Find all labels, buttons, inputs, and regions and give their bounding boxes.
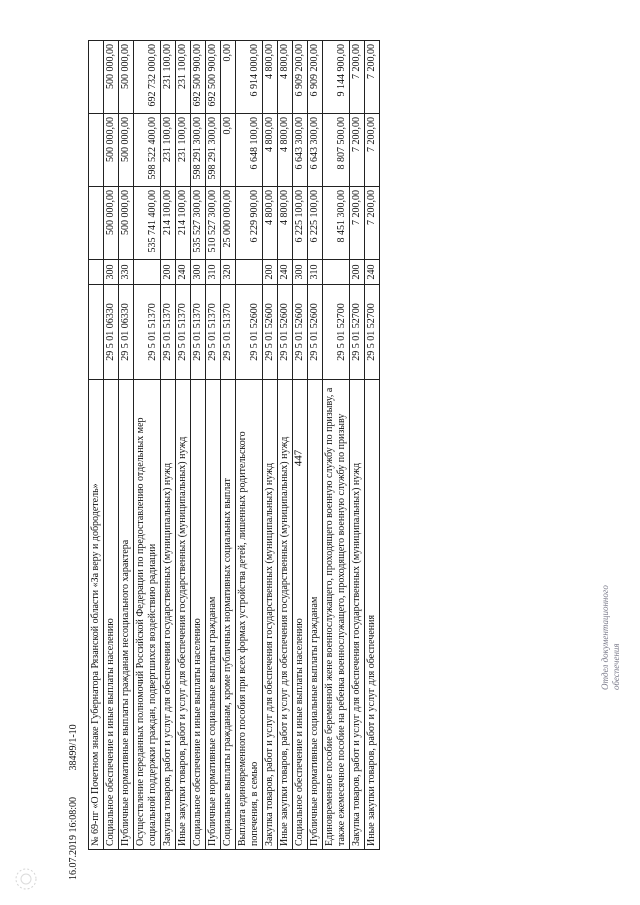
seal-mark-icon <box>14 866 38 892</box>
cell-value-2: 6 643 300,00 <box>293 114 308 187</box>
cell-value-3: 4 800,00 <box>263 41 278 114</box>
cell-value-3: 4 800,00 <box>278 41 293 114</box>
cell-code: 29 5 01 51370 <box>161 285 176 380</box>
cell-vr: 330 <box>119 260 134 285</box>
footer-doc-id: 38499/1-10 <box>68 724 79 771</box>
cell-value-3: 500 000,00 <box>104 41 119 114</box>
table-row <box>236 41 263 850</box>
cell-value-1: 8 451 300,00 <box>323 187 350 260</box>
footer-timestamp: 16.07.2019 16:08:00 <box>68 796 79 880</box>
cell-value-1: 6 229 900,00 <box>236 187 263 260</box>
cell-name: Социальные выплаты гражданам, кроме публичных нормативных социальных выплат <box>221 380 236 850</box>
cell-value-3: 500 000,00 <box>119 41 134 114</box>
cell-value-2: 0,00 <box>221 114 236 187</box>
rotated-table-container <box>88 40 568 850</box>
cell-name: Публичные нормативные выплаты гражданам несоциального характера <box>119 380 134 850</box>
office-stamp <box>600 530 622 690</box>
cell-value-2: 598 291 300,00 <box>191 114 206 187</box>
cell-code: 29 5 01 52700 <box>365 285 380 380</box>
cell-value-1: 214 100,00 <box>161 187 176 260</box>
cell-value-2: 8 807 500,00 <box>323 114 350 187</box>
footer <box>68 280 88 880</box>
cell-vr: 200 <box>263 260 278 285</box>
cell-vr <box>89 260 104 285</box>
cell-name: Единовременное пособие беременной жене военнослужащего, проходящего военную службу по призыву, а также ежемесячное пособие на ребенка военнослужащего, проходящего военную службу по призыву <box>323 380 350 850</box>
cell-vr: 310 <box>206 260 221 285</box>
table-row <box>176 41 191 850</box>
cell-value-1 <box>89 187 104 260</box>
cell-vr: 240 <box>278 260 293 285</box>
cell-code: 29 5 01 51370 <box>206 285 221 380</box>
cell-code: 29 5 01 52600 <box>293 285 308 380</box>
cell-value-2: 231 100,00 <box>161 114 176 187</box>
cell-code: 29 5 01 51370 <box>134 285 161 380</box>
table-row <box>89 41 104 850</box>
cell-vr: 200 <box>161 260 176 285</box>
cell-name: Осуществление переданных полномочий Российской Федерации по предоставлению отдельных мер социальной поддержки граждан, подвергшихся воздействию радиации <box>134 380 161 850</box>
cell-value-1: 500 000,00 <box>119 187 134 260</box>
cell-value-1: 510 527 300,00 <box>206 187 221 260</box>
cell-name: Социальное обеспечение и иные выплаты населению <box>104 380 119 850</box>
table-row <box>293 41 308 850</box>
cell-vr: 240 <box>365 260 380 285</box>
cell-value-2: 6 643 300,00 <box>308 114 323 187</box>
table-row <box>263 41 278 850</box>
cell-name: № 69-пг «О Почетном знаке Губернатора Рязанской области «За веру и добродетель» <box>89 380 104 850</box>
table-row <box>191 41 206 850</box>
cell-value-3: 692 500 900,00 <box>191 41 206 114</box>
cell-value-1: 500 000,00 <box>104 187 119 260</box>
cell-vr: 320 <box>221 260 236 285</box>
cell-value-3: 231 100,00 <box>176 41 191 114</box>
cell-name: Публичные нормативные социальные выплаты гражданам <box>206 380 221 850</box>
table-row <box>278 41 293 850</box>
cell-name: Иные закупки товаров, работ и услуг для обеспечения государственных (муниципальных) нужд <box>278 380 293 850</box>
table-row <box>119 41 134 850</box>
cell-value-1: 7 200,00 <box>350 187 365 260</box>
cell-code: 29 5 01 52600 <box>308 285 323 380</box>
cell-code: 29 5 01 51370 <box>221 285 236 380</box>
cell-vr: 300 <box>191 260 206 285</box>
cell-vr: 200 <box>350 260 365 285</box>
cell-value-2: 7 200,00 <box>350 114 365 187</box>
cell-value-3: 9 144 900,00 <box>323 41 350 114</box>
table-row <box>350 41 365 850</box>
cell-code: 29 5 01 51370 <box>176 285 191 380</box>
cell-code: 29 5 01 52600 <box>236 285 263 380</box>
cell-value-2: 500 000,00 <box>104 114 119 187</box>
cell-vr: 310 <box>308 260 323 285</box>
cell-value-3: 231 100,00 <box>161 41 176 114</box>
cell-name: Иные закупки товаров, работ и услуг для обеспечения <box>365 380 380 850</box>
cell-value-1: 25 000 000,00 <box>221 187 236 260</box>
cell-code: 29 5 01 06330 <box>119 285 134 380</box>
cell-value-3 <box>89 41 104 114</box>
cell-name: Закупка товаров, работ и услуг для обеспечения государственных (муниципальных) нужд <box>263 380 278 850</box>
cell-name: Иные закупки товаров, работ и услуг для обеспечения государственных (муниципальных) нужд <box>176 380 191 850</box>
cell-name: Социальное обеспечение и иные выплаты населению <box>293 380 308 850</box>
stamp-line-1: Отдел документационного <box>600 585 610 690</box>
cell-value-2: 598 291 300,00 <box>206 114 221 187</box>
cell-value-1: 214 100,00 <box>176 187 191 260</box>
cell-code: 29 5 01 52700 <box>350 285 365 380</box>
stamp-line-2: обеспечения <box>611 643 621 690</box>
cell-value-1: 7 200,00 <box>365 187 380 260</box>
cell-value-2: 500 000,00 <box>119 114 134 187</box>
cell-value-3: 692 500 900,00 <box>206 41 221 114</box>
cell-code: 29 5 01 52700 <box>323 285 350 380</box>
cell-value-2: 7 200,00 <box>365 114 380 187</box>
cell-vr: 300 <box>293 260 308 285</box>
cell-value-2: 231 100,00 <box>176 114 191 187</box>
cell-value-2: 4 800,00 <box>278 114 293 187</box>
page-number: 447 <box>292 449 305 467</box>
cell-vr <box>323 260 350 285</box>
cell-value-2: 4 800,00 <box>263 114 278 187</box>
cell-vr: 240 <box>176 260 191 285</box>
cell-value-3: 7 200,00 <box>350 41 365 114</box>
cell-vr <box>236 260 263 285</box>
cell-vr: 300 <box>104 260 119 285</box>
cell-name: Закупка товаров, работ и услуг для обеспечения государственных (муниципальных) нужд <box>161 380 176 850</box>
table-row <box>134 41 161 850</box>
cell-value-2: 598 522 400,00 <box>134 114 161 187</box>
cell-name: Социальное обеспечение и иные выплаты населению <box>191 380 206 850</box>
cell-name: Выплата единовременного пособия при всех формах устройства детей, лишенных родительского попечения, в семью <box>236 380 263 850</box>
cell-value-3: 6 909 200,00 <box>308 41 323 114</box>
cell-code: 29 5 01 06330 <box>104 285 119 380</box>
cell-value-3: 7 200,00 <box>365 41 380 114</box>
cell-value-3: 6 909 200,00 <box>293 41 308 114</box>
cell-value-1: 535 527 300,00 <box>191 187 206 260</box>
table-row <box>221 41 236 850</box>
cell-value-1: 4 800,00 <box>278 187 293 260</box>
budget-table-body <box>89 41 380 850</box>
table-row <box>161 41 176 850</box>
cell-value-3: 692 732 000,00 <box>134 41 161 114</box>
table-row <box>104 41 119 850</box>
cell-code <box>89 285 104 380</box>
table-row <box>308 41 323 850</box>
cell-name: Публичные нормативные социальные выплаты гражданам <box>308 380 323 850</box>
cell-value-1: 4 800,00 <box>263 187 278 260</box>
cell-value-3: 6 914 000,00 <box>236 41 263 114</box>
cell-value-2: 6 648 100,00 <box>236 114 263 187</box>
budget-table <box>88 40 380 850</box>
cell-value-1: 6 225 100,00 <box>308 187 323 260</box>
table-row <box>365 41 380 850</box>
table-row <box>323 41 350 850</box>
cell-value-1: 6 225 100,00 <box>293 187 308 260</box>
cell-value-1: 535 741 400,00 <box>134 187 161 260</box>
cell-value-2 <box>89 114 104 187</box>
cell-code: 29 5 01 52600 <box>278 285 293 380</box>
cell-code: 29 5 01 52600 <box>263 285 278 380</box>
cell-vr <box>134 260 161 285</box>
table-row <box>206 41 221 850</box>
cell-value-3: 0,00 <box>221 41 236 114</box>
cell-code: 29 5 01 51370 <box>191 285 206 380</box>
cell-name: Закупка товаров, работ и услуг для обеспечения государственных (муниципальных) нужд <box>350 380 365 850</box>
